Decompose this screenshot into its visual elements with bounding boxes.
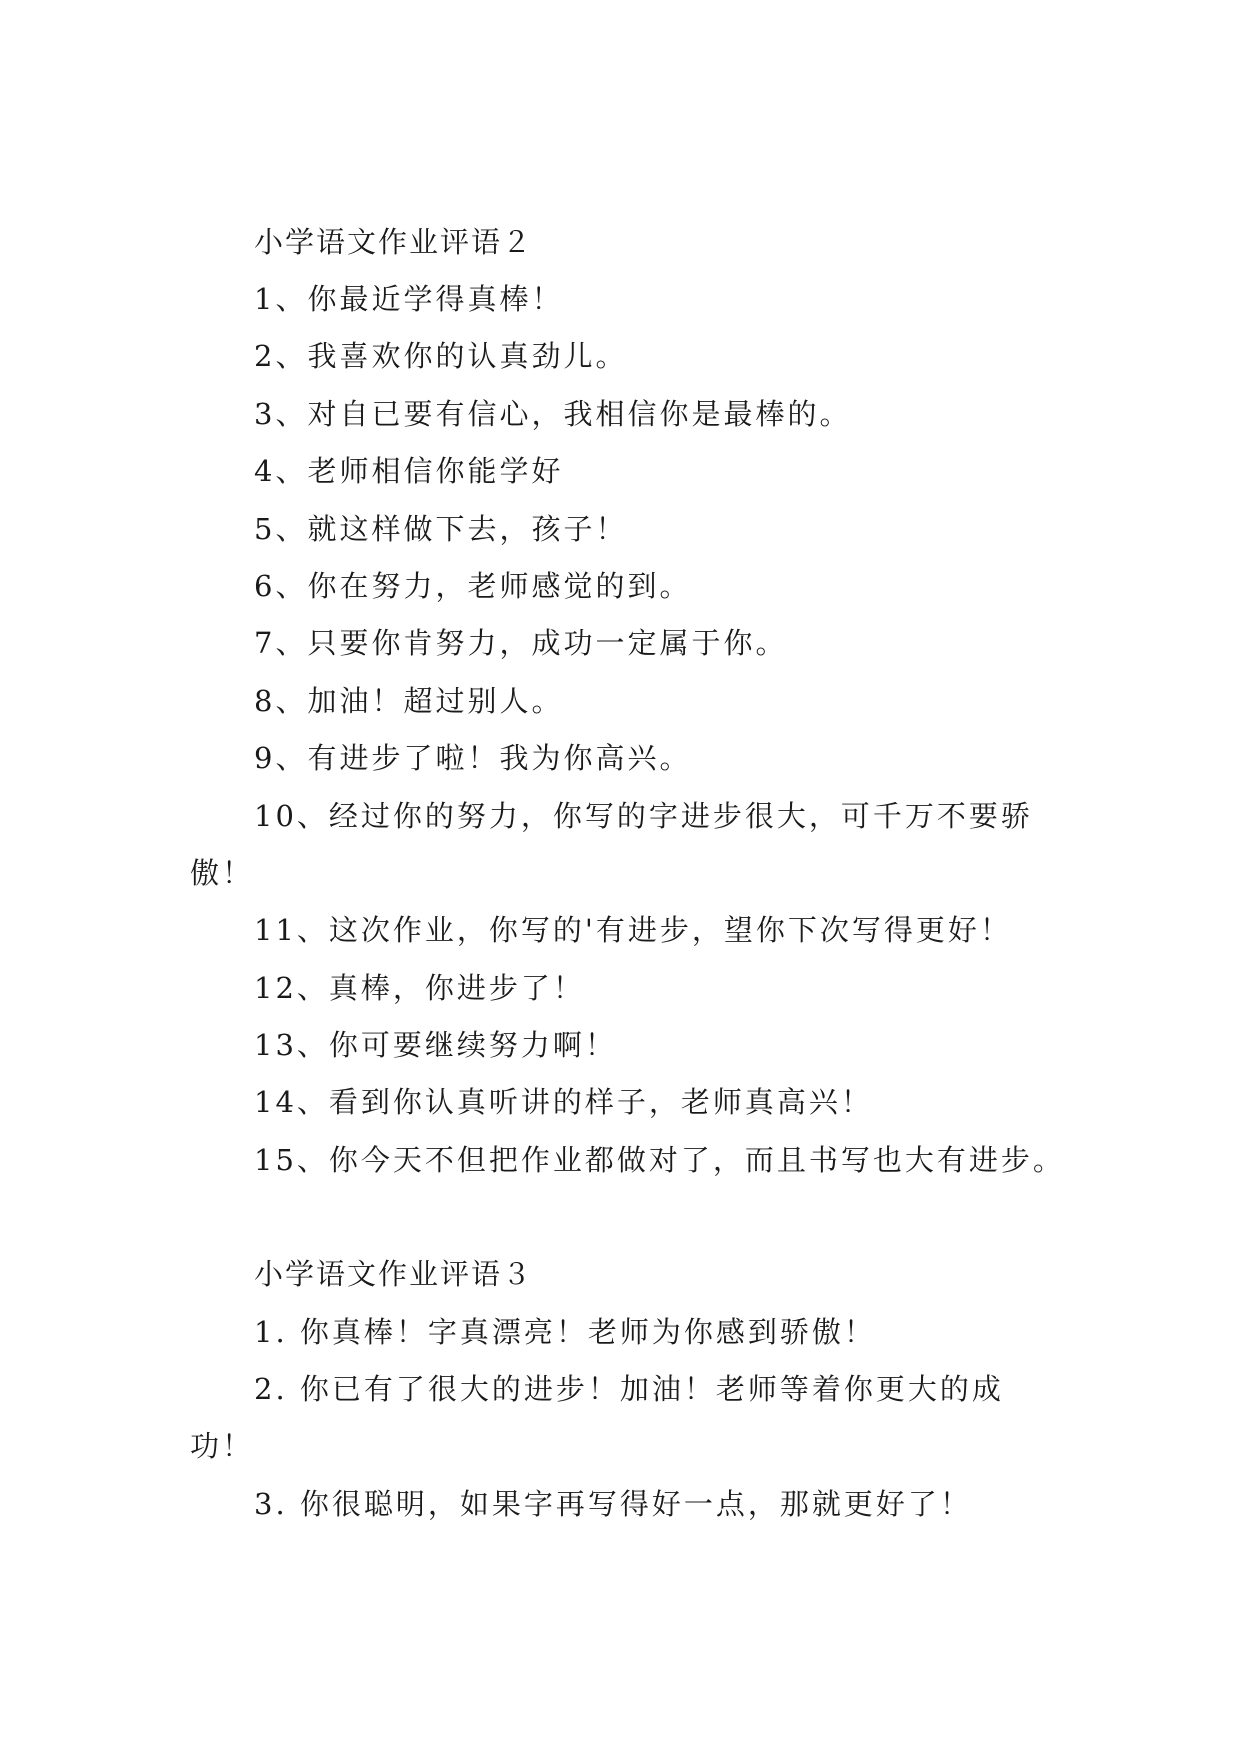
- section-3-item-1: 1. 你真棒！字真漂亮！老师为你感到骄傲！: [254, 1315, 876, 1349]
- section-2-item-12: 12、真棒，你进步了！: [254, 971, 585, 1005]
- section-2-item-10-continuation: 傲！: [190, 856, 255, 890]
- section-2-item-9: 9、有进步了啦！我为你高兴。: [254, 741, 692, 775]
- section-3-item-3: 3. 你很聪明，如果字再写得好一点，那就更好了！: [254, 1487, 972, 1521]
- section-3-item-2: 2. 你已有了很大的进步！加油！老师等着你更大的成: [254, 1372, 1004, 1406]
- section-2-item-7: 7、只要你肯努力，成功一定属于你。: [254, 626, 788, 660]
- section-2-item-4: 4、老师相信你能学好: [254, 454, 564, 488]
- section-2-item-2: 2、我喜欢你的认真劲儿。: [254, 339, 628, 373]
- section-2-item-15: 15、你今天不但把作业都做对了，而且书写也大有进步。: [254, 1143, 1065, 1177]
- section-3-title: 小学语文作业评语３: [254, 1257, 534, 1291]
- section-2-item-6: 6、你在努力，老师感觉的到。: [254, 569, 692, 603]
- section-2-item-14: 14、看到你认真听讲的样子，老师真高兴！: [254, 1085, 873, 1119]
- section-2-item-1: 1、你最近学得真棒！: [254, 282, 564, 316]
- section-2-item-13: 13、你可要继续努力啊！: [254, 1028, 617, 1062]
- section-3-item-2-continuation: 功！: [190, 1429, 255, 1463]
- section-2-item-3: 3、对自已要有信心，我相信你是最棒的。: [254, 397, 852, 431]
- section-2-item-10: 10、经过你的努力，你写的字进步很大，可千万不要骄: [254, 799, 1033, 833]
- section-2-item-11: 11、这次作业，你写的'有进步，望你下次写得更好！: [254, 913, 1012, 947]
- section-2-item-5: 5、就这样做下去，孩子！: [254, 512, 628, 546]
- section-2-item-8: 8、加油！超过别人。: [254, 684, 564, 718]
- section-2-title: 小学语文作业评语２: [254, 225, 534, 259]
